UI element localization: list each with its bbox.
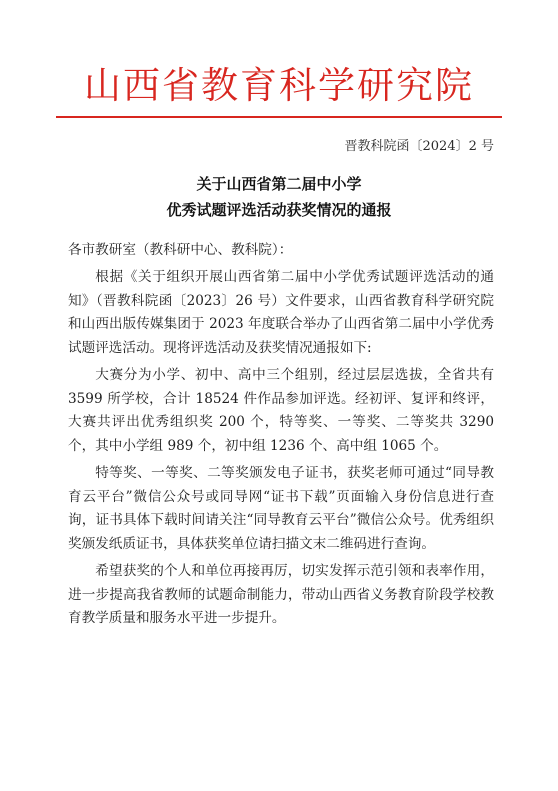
document-number: 晋教科院函〔2024〕2 号 <box>344 139 494 154</box>
title-line-1: 关于山西省第二届中小学 <box>196 175 362 193</box>
document-body <box>68 266 494 635</box>
document-title <box>0 171 558 223</box>
title-line-2: 优秀试题评选活动获奖情况的通报 <box>166 201 392 219</box>
addressee: 各市教研室（教科研中心、教科院）： <box>68 242 293 258</box>
body-paragraph-3: 特等奖、一等奖、二等奖颁发电子证书，获奖老师可通过“同导教育云平台”微信公众号或同导网“证书下载”页面输入身份信息进行查询，证书具体下载时间请关注“同导教育云平台”微信公众号。优秀组织奖颁发纸质证书，具体获奖单位请扫描文末二维码进行查询。 <box>68 465 494 552</box>
body-paragraph-2: 大赛分为小学、初中、高中三个组别，经过层层选拔，全省共有 3599 所学校，合计 18524 件作品参加评选。经初评、复评和终评，大赛共评出优秀组织奖 200 个，特等奖、一等奖、二等奖共 3290 个，其中小学组 989 个，初中组 1236 个、高中组 1065 个。 <box>68 367 494 454</box>
body-paragraph-4: 希望获奖的个人和单位再接再厉，切实发挥示范引领和表率作用，进一步提高我省教师的试题命制能力，带动山西省义务教育阶段学校教育教学质量和服务水平进一步提升。 <box>68 563 494 626</box>
organization-letterhead: 山西省教育科学研究院 <box>84 64 474 107</box>
red-divider-line <box>56 116 502 118</box>
body-paragraph-1: 根据《关于组织开展山西省第二届中小学优秀试题评选活动的通知》（晋教科院函〔2023〕26 号）文件要求，山西省教育科学研究院和山西出版传媒集团于 2023 年度联合举办了山西省第二届中小学优秀试题评选活动。现将评选活动及获奖情况通报如下: <box>68 269 494 356</box>
